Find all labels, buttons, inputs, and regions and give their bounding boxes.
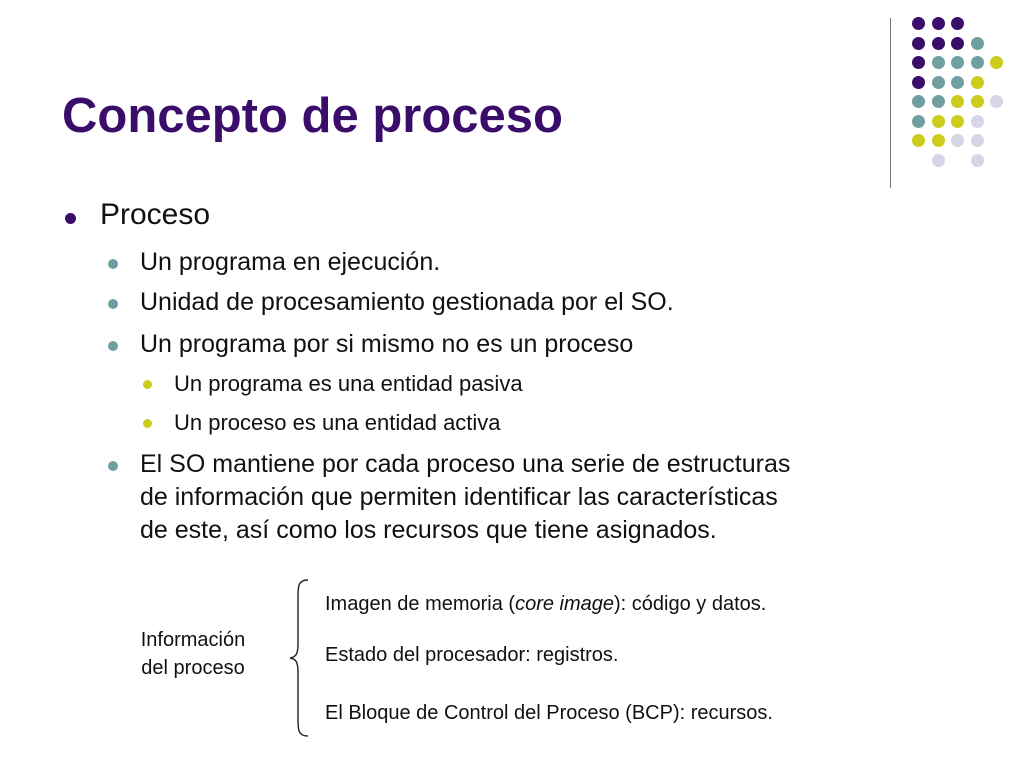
bullet-item-3: Un programa por si mismo no es un proceso bbox=[140, 330, 634, 358]
decorative-dot bbox=[932, 76, 945, 89]
decorative-dot bbox=[951, 134, 964, 147]
bullet-marker bbox=[108, 299, 118, 309]
info-row-bcp: El Bloque de Control del Proceso (BCP): recursos. bbox=[325, 702, 773, 724]
decorative-dot bbox=[932, 17, 945, 30]
info-label-line-2: del proceso bbox=[141, 657, 245, 679]
sub-bullet-1: Un programa es una entidad pasiva bbox=[174, 371, 523, 396]
decorative-dot bbox=[971, 37, 984, 50]
bullet-proceso: Proceso bbox=[100, 198, 211, 231]
decorative-dot bbox=[971, 154, 984, 167]
curly-brace bbox=[284, 578, 314, 738]
decorative-dot bbox=[971, 115, 984, 128]
info-row-1-suffix: ): código y datos. bbox=[614, 593, 767, 615]
decorative-dot bbox=[971, 134, 984, 147]
decorative-dot bbox=[951, 37, 964, 50]
decorative-divider bbox=[890, 18, 891, 188]
bullet-marker bbox=[65, 213, 76, 224]
decorative-dot bbox=[912, 17, 925, 30]
slide-title: Concepto de proceso bbox=[62, 89, 563, 143]
decorative-dot bbox=[990, 95, 1003, 108]
decorative-dot bbox=[932, 37, 945, 50]
info-label bbox=[118, 626, 268, 682]
decorative-dot bbox=[932, 56, 945, 69]
bullet-item-2: Unidad de procesamiento gestionada por el SO. bbox=[140, 288, 674, 316]
sub-bullet-2: Un proceso es una entidad activa bbox=[174, 410, 501, 435]
bullet-item-4-line-3: de este, así como los recursos que tiene asignados. bbox=[140, 516, 717, 544]
decorative-dot bbox=[951, 76, 964, 89]
bullet-marker bbox=[108, 259, 118, 269]
decorative-dot bbox=[912, 134, 925, 147]
bullet-item-4-line-1: El SO mantiene por cada proceso una serie de estructuras bbox=[140, 450, 791, 478]
decorative-dot bbox=[912, 56, 925, 69]
info-row-processor-state: Estado del procesador: registros. bbox=[325, 644, 619, 666]
bullet-item-1: Un programa en ejecución. bbox=[140, 248, 441, 276]
decorative-dot bbox=[932, 95, 945, 108]
decorative-dot bbox=[932, 154, 945, 167]
decorative-dot bbox=[971, 95, 984, 108]
bullet-marker bbox=[143, 419, 152, 428]
decorative-dot bbox=[932, 115, 945, 128]
bullet-marker bbox=[108, 341, 118, 351]
decorative-dot bbox=[951, 17, 964, 30]
decorative-dot bbox=[912, 115, 925, 128]
info-row-1-prefix: Imagen de memoria ( bbox=[325, 593, 516, 615]
decorative-dot bbox=[912, 95, 925, 108]
bullet-item-4-line-2: de información que permiten identificar las características bbox=[140, 483, 778, 511]
decorative-dot bbox=[912, 37, 925, 50]
info-row-1-italic: core image bbox=[515, 593, 615, 615]
info-label-line-1: Información bbox=[140, 629, 246, 651]
bullet-marker bbox=[143, 380, 152, 389]
decorative-dot bbox=[912, 76, 925, 89]
decorative-dot bbox=[951, 95, 964, 108]
bullet-marker bbox=[108, 461, 118, 471]
decorative-dot bbox=[990, 56, 1003, 69]
decorative-dot bbox=[971, 56, 984, 69]
decorative-dot bbox=[932, 134, 945, 147]
info-row-memory-image bbox=[325, 593, 766, 616]
decorative-dot bbox=[971, 76, 984, 89]
decorative-dot bbox=[951, 115, 964, 128]
decorative-dot bbox=[951, 56, 964, 69]
